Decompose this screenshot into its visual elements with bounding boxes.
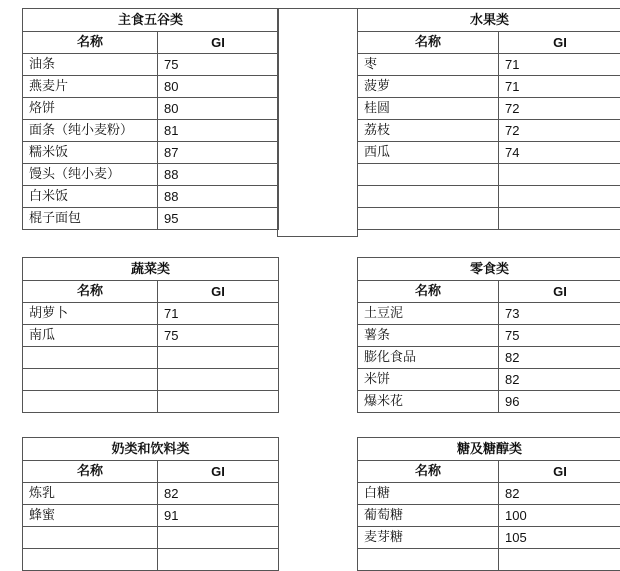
table-row	[23, 391, 279, 413]
gi-value-cell	[158, 527, 279, 549]
gi-value-cell	[158, 549, 279, 571]
table-row	[358, 142, 620, 164]
column-gap-cell	[277, 8, 358, 237]
gi-value-cell: 88	[158, 186, 279, 208]
snack-table	[357, 257, 620, 413]
food-name-cell: 麦芽糖	[358, 527, 499, 549]
column-header-gi: GI	[158, 461, 279, 483]
food-name-cell: 薯条	[358, 325, 499, 347]
food-name-cell	[358, 208, 499, 230]
table-row	[358, 208, 620, 230]
food-name-cell: 白米饭	[23, 186, 158, 208]
gi-value-cell	[158, 347, 279, 369]
gi-value-cell	[158, 369, 279, 391]
table-row	[23, 347, 279, 369]
table-row	[358, 505, 620, 527]
gi-value-cell	[158, 391, 279, 413]
food-name-cell: 燕麦片	[23, 76, 158, 98]
table-title: 糖及糖醇类	[358, 438, 620, 461]
gi-value-cell: 87	[158, 142, 279, 164]
gi-value-cell	[499, 208, 620, 230]
table-row	[358, 369, 620, 391]
sugar-table	[357, 437, 620, 571]
column-header-name: 名称	[23, 32, 158, 54]
gi-value-cell: 75	[158, 325, 279, 347]
gi-value-cell: 81	[158, 120, 279, 142]
gi-value-cell: 74	[499, 142, 620, 164]
table-title: 水果类	[358, 9, 620, 32]
food-name-cell: 荔枝	[358, 120, 499, 142]
food-name-cell: 馒头（纯小麦）	[23, 164, 158, 186]
vegetable-table	[22, 257, 279, 413]
column-header-name: 名称	[358, 281, 499, 303]
table-row	[23, 483, 279, 505]
food-name-cell	[23, 549, 158, 571]
table-title: 零食类	[358, 258, 620, 281]
food-name-cell: 菠萝	[358, 76, 499, 98]
table-row	[358, 391, 620, 413]
table-header-row	[23, 32, 279, 54]
table-title-row	[23, 258, 279, 281]
table-row	[358, 527, 620, 549]
gi-value-cell: 75	[499, 325, 620, 347]
food-name-cell: 西瓜	[358, 142, 499, 164]
table-row	[23, 549, 279, 571]
table-row	[23, 76, 279, 98]
table-header-row	[23, 281, 279, 303]
gi-value-cell: 82	[499, 347, 620, 369]
food-name-cell	[23, 527, 158, 549]
table-title-row	[358, 9, 620, 32]
gi-value-cell	[499, 186, 620, 208]
gi-value-cell: 82	[499, 369, 620, 391]
column-header-name: 名称	[358, 32, 499, 54]
table-title-row	[358, 258, 620, 281]
food-name-cell	[358, 549, 499, 571]
food-name-cell	[358, 186, 499, 208]
column-header-gi: GI	[158, 32, 279, 54]
table-row	[23, 164, 279, 186]
gi-value-cell: 88	[158, 164, 279, 186]
food-name-cell: 糯米饭	[23, 142, 158, 164]
table-row	[23, 325, 279, 347]
table-row	[358, 325, 620, 347]
table-title-row	[358, 438, 620, 461]
gi-value-cell: 82	[158, 483, 279, 505]
gi-value-cell: 95	[158, 208, 279, 230]
table-header-row	[358, 461, 620, 483]
gi-value-cell	[499, 164, 620, 186]
table-row	[358, 186, 620, 208]
table-row	[358, 164, 620, 186]
column-header-gi: GI	[158, 281, 279, 303]
gi-value-cell: 96	[499, 391, 620, 413]
table-title-row	[23, 438, 279, 461]
column-header-gi: GI	[499, 32, 620, 54]
table-header-row	[358, 32, 620, 54]
table-row	[23, 54, 279, 76]
table-row	[358, 549, 620, 571]
gi-value-cell: 100	[499, 505, 620, 527]
food-name-cell: 烙饼	[23, 98, 158, 120]
column-header-name: 名称	[358, 461, 499, 483]
food-name-cell	[23, 391, 158, 413]
gi-value-cell: 105	[499, 527, 620, 549]
gi-value-cell: 75	[158, 54, 279, 76]
food-name-cell: 南瓜	[23, 325, 158, 347]
dairy-table	[22, 437, 279, 571]
staple-table	[22, 8, 279, 230]
table-row	[358, 347, 620, 369]
table-row	[358, 120, 620, 142]
food-name-cell: 葡萄糖	[358, 505, 499, 527]
table-row	[358, 303, 620, 325]
food-name-cell: 棍子面包	[23, 208, 158, 230]
table-row	[23, 505, 279, 527]
table-title: 主食五谷类	[23, 9, 279, 32]
food-name-cell: 油条	[23, 54, 158, 76]
food-name-cell: 白糖	[358, 483, 499, 505]
gi-value-cell	[499, 549, 620, 571]
gi-value-cell: 73	[499, 303, 620, 325]
table-row	[23, 98, 279, 120]
gi-value-cell: 72	[499, 98, 620, 120]
column-header-gi: GI	[499, 461, 620, 483]
column-header-gi: GI	[499, 281, 620, 303]
table-row	[358, 54, 620, 76]
gi-value-cell: 91	[158, 505, 279, 527]
food-name-cell: 桂圆	[358, 98, 499, 120]
gi-value-cell: 71	[499, 76, 620, 98]
table-row	[23, 303, 279, 325]
column-header-name: 名称	[23, 281, 158, 303]
table-header-row	[358, 281, 620, 303]
food-name-cell: 土豆泥	[358, 303, 499, 325]
table-row	[358, 76, 620, 98]
table-row	[358, 98, 620, 120]
gi-value-cell: 71	[499, 54, 620, 76]
food-name-cell: 米饼	[358, 369, 499, 391]
table-header-row	[23, 461, 279, 483]
table-row	[23, 527, 279, 549]
fruit-table	[357, 8, 620, 230]
food-name-cell: 面条（纯小麦粉）	[23, 120, 158, 142]
food-name-cell: 枣	[358, 54, 499, 76]
table-row	[23, 120, 279, 142]
food-name-cell: 炼乳	[23, 483, 158, 505]
gi-value-cell: 71	[158, 303, 279, 325]
food-name-cell: 胡萝卜	[23, 303, 158, 325]
gi-value-cell: 80	[158, 76, 279, 98]
gi-value-cell: 80	[158, 98, 279, 120]
food-name-cell	[23, 347, 158, 369]
table-title: 蔬菜类	[23, 258, 279, 281]
food-name-cell: 膨化食品	[358, 347, 499, 369]
table-title: 奶类和饮料类	[23, 438, 279, 461]
table-row	[358, 483, 620, 505]
table-title-row	[23, 9, 279, 32]
food-name-cell: 爆米花	[358, 391, 499, 413]
table-row	[23, 186, 279, 208]
table-row	[23, 369, 279, 391]
gi-value-cell: 82	[499, 483, 620, 505]
column-header-name: 名称	[23, 461, 158, 483]
food-name-cell: 蜂蜜	[23, 505, 158, 527]
food-name-cell	[23, 369, 158, 391]
table-row	[23, 142, 279, 164]
gi-value-cell: 72	[499, 120, 620, 142]
table-row	[23, 208, 279, 230]
food-name-cell	[358, 164, 499, 186]
